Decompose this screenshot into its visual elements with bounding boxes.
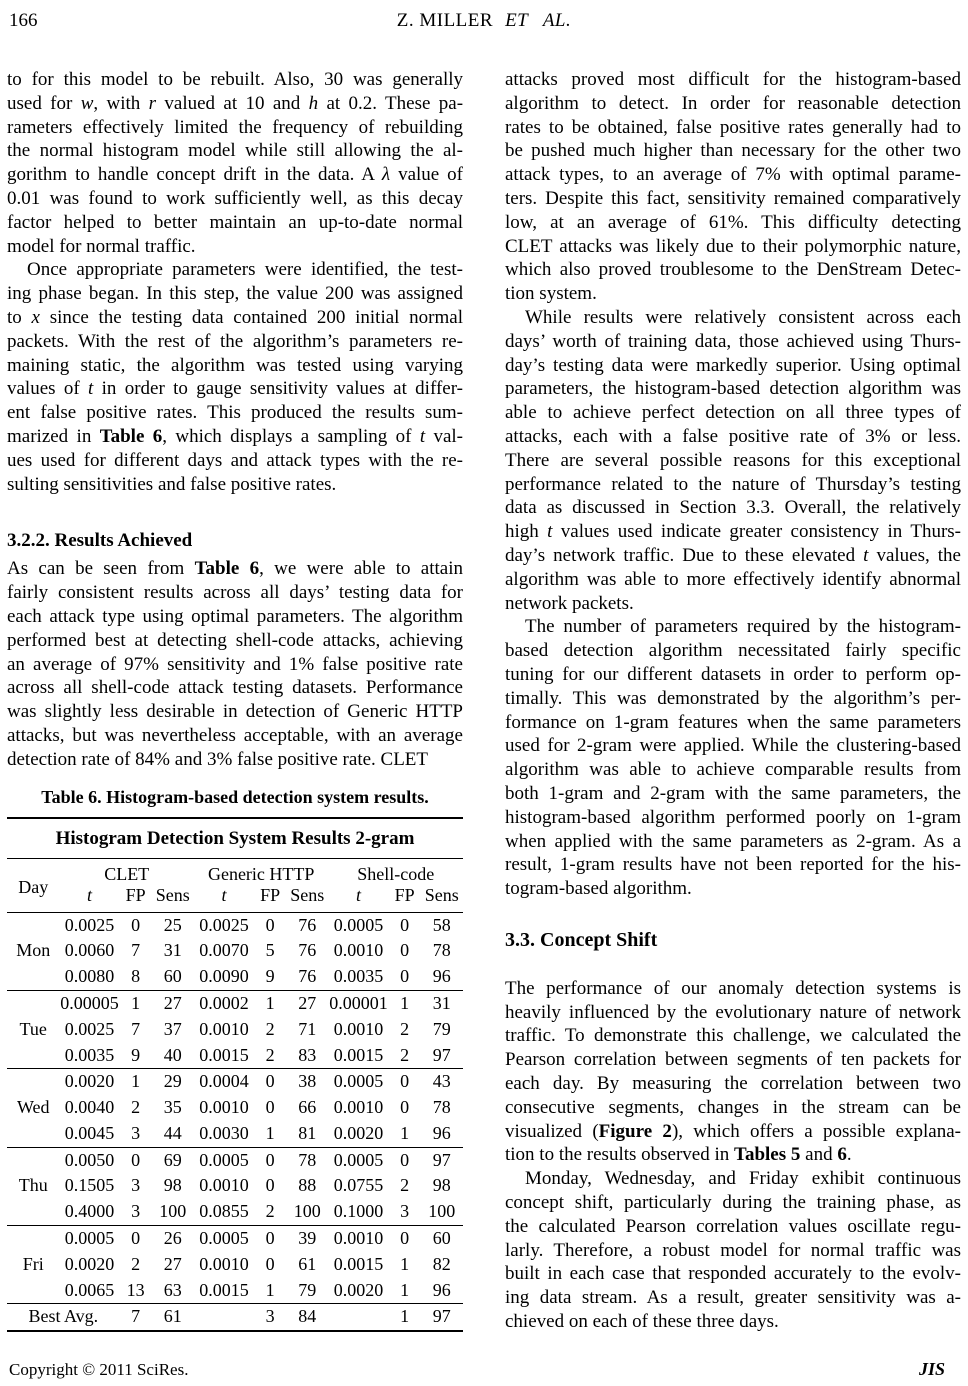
text-line: the normal histogram model while still allowing the al- — [7, 140, 463, 162]
text-line: sulting sensitivities and false positive rates. — [7, 473, 337, 495]
cell-value: 0.0025 — [194, 912, 254, 938]
cell-value: 1 — [400, 1122, 410, 1143]
table-row — [7, 1252, 463, 1278]
text-line: chieved on each of these three days. — [505, 1311, 779, 1333]
text-line: marized in Table 6, which displays a sampling of t val- — [7, 425, 463, 447]
cell-value: 100 — [293, 1201, 321, 1222]
text-line: performance related to the nature of Thursday’s testing — [505, 473, 961, 495]
cell-value: 0.0015 — [333, 1044, 384, 1065]
cell-value: 43 — [421, 1069, 463, 1095]
cell-value: 1 — [120, 1069, 152, 1095]
cell-day: Mon — [7, 912, 59, 990]
cell-value: 97 — [432, 1044, 451, 1065]
cell-value: 0 — [120, 1226, 152, 1252]
cell-value: 0.0005 — [59, 1226, 119, 1252]
cell-value: 35 — [163, 1097, 182, 1118]
text-line: ters. Despite this fact, sensitivity remained comparatively — [505, 187, 961, 209]
cell-value: 0 — [389, 1147, 421, 1173]
cell-value: 0.0020 — [333, 1279, 384, 1300]
cell-value: 0.0010 — [328, 1226, 388, 1252]
cell-value: 0.0010 — [199, 1018, 249, 1039]
text-line: formance on 1-gram features when the same parameters — [505, 711, 961, 733]
text-line: The performance of our anomaly detection systems is — [505, 977, 961, 999]
text-line: Monday, Wednesday, and Friday exhibit continuous — [525, 1168, 961, 1190]
text-line: consecutive segments, changes in the stream can be — [505, 1096, 961, 1118]
cell-value: 31 — [421, 990, 463, 1016]
text-line: day’s network traffic. Due to these elevated t values, the — [505, 544, 961, 566]
text-line: 0.01 was found to work sufficiently well, as this decay — [7, 187, 463, 209]
cell-value: 29 — [152, 1069, 194, 1095]
cell-best-avg-label: Best Avg. — [7, 1304, 120, 1331]
cell-value: 96 — [432, 1122, 451, 1143]
paragraph — [505, 615, 961, 901]
cell-value: 0.00005 — [59, 990, 119, 1016]
cell-value: 0.0010 — [199, 1097, 249, 1118]
cell-value: 0.0755 — [333, 1175, 384, 1196]
text-line: when applied with the same parameters as 2-gram. As a — [505, 830, 961, 852]
cell-value: 0.0070 — [199, 940, 249, 961]
col-header-sens: Sens — [152, 885, 194, 913]
text-line: low, at an average of 61%. This difficulty detecting — [505, 211, 961, 233]
text-line: result, 1-gram results have not been reported for the his- — [505, 854, 961, 876]
table-inner-title-row — [7, 818, 463, 859]
cell-value: 0.0080 — [64, 966, 115, 987]
table-group-header-row — [7, 858, 463, 885]
cell-value: 44 — [163, 1122, 182, 1143]
text-line: which also proved troublesome to the DenStream Detec- — [505, 259, 961, 281]
cell-value: 0.4000 — [64, 1201, 115, 1222]
table-row — [7, 1069, 463, 1095]
cell-value: 2 — [265, 1201, 275, 1222]
cell-value — [194, 1304, 254, 1331]
cell-day: Wed — [7, 1069, 59, 1147]
table-inner-title: Histogram Detection System Results 2-gram — [7, 818, 463, 859]
cell-value: 63 — [163, 1279, 182, 1300]
text-line: visualized (Figure 2), which offers a possible explana- — [505, 1120, 962, 1142]
text-line: tion system. — [505, 283, 597, 305]
text-line: attacks, each with a false positive rate of 3% or less. — [505, 425, 961, 447]
text-line: histogram-based algorithm performed poorly on 1-gram — [505, 806, 961, 828]
cell-value: 0.0010 — [199, 1175, 249, 1196]
cell-value: 60 — [163, 966, 182, 987]
cell-value: 96 — [432, 966, 451, 987]
cell-value: 0 — [254, 1226, 286, 1252]
cell-value: 61 — [152, 1304, 194, 1331]
text-line: used for w, with r valued at 10 and h at 0.2. These pa- — [7, 92, 464, 114]
text-line: values of t in order to gauge sensitivity values at differ- — [7, 378, 463, 400]
col-group-shell-code: Shell-code — [357, 863, 435, 884]
running-etal: ET AL. — [505, 10, 572, 31]
cell-value: 0.0050 — [59, 1147, 119, 1173]
cell-value — [328, 1304, 388, 1331]
col-header-fp: FP — [120, 885, 152, 913]
col-header-t: t — [59, 885, 119, 913]
cell-value: 76 — [298, 966, 317, 987]
text-line: concept shift, particularly during the training phase, as — [505, 1192, 961, 1214]
cell-value: 27 — [163, 1253, 182, 1274]
table-caption: Table 6. Histogram-based detection system results. — [41, 786, 429, 807]
running-head — [7, 10, 961, 32]
cell-value: 100 — [159, 1201, 187, 1222]
cell-value: 3 — [131, 1175, 141, 1196]
cell-value: 0.0065 — [64, 1279, 115, 1300]
cell-value: 79 — [432, 1018, 451, 1039]
cell-value: 8 — [131, 966, 141, 987]
col-group-generic-http: Generic HTTP — [207, 863, 315, 884]
text-line: model for normal traffic. — [7, 235, 196, 257]
cell-value: 97 — [421, 1304, 463, 1331]
running-author: Z. MILLER — [396, 10, 494, 31]
cell-value: 1 — [254, 990, 286, 1016]
cell-value: 1 — [400, 1279, 410, 1300]
paragraph — [505, 306, 961, 615]
cell-value: 38 — [286, 1069, 328, 1095]
table-row — [7, 1173, 463, 1199]
cell-value: 88 — [298, 1175, 317, 1196]
text-line: fairly consistent results across all days’ testing data for — [7, 582, 463, 604]
cell-value: 0 — [254, 1069, 286, 1095]
text-line: rameters effectively limited the frequency of rebuilding — [7, 116, 463, 138]
table-row — [7, 1121, 463, 1147]
cell-value: 1 — [265, 1279, 275, 1300]
table-row — [7, 1199, 463, 1225]
page-footer — [7, 1354, 961, 1380]
text-line: algorithm was able to achieve comparable results from — [505, 759, 961, 781]
cell-value: 7 — [131, 940, 141, 961]
text-line: timally. This was demonstrated by the algorithm’s per- — [505, 687, 961, 709]
paragraph — [7, 68, 463, 258]
left-column — [7, 68, 463, 1334]
cell-value: 0.0015 — [333, 1253, 384, 1274]
cell-value: 0.0010 — [333, 1097, 384, 1118]
cell-value: 0.0002 — [194, 990, 254, 1016]
cell-value: 2 — [265, 1044, 275, 1065]
cell-value: 0.0010 — [333, 1018, 384, 1039]
cell-value: 0.0855 — [199, 1201, 249, 1222]
table-body — [7, 912, 463, 1331]
table-row — [7, 938, 463, 964]
cell-value: 0 — [389, 912, 421, 938]
right-column — [505, 68, 961, 1334]
journal-abbreviation: JIS — [918, 1359, 945, 1379]
cell-value: 0.1000 — [333, 1201, 384, 1222]
cell-value: 81 — [298, 1122, 317, 1143]
cell-value: 96 — [432, 1279, 451, 1300]
cell-value: 0 — [400, 966, 410, 987]
cell-value: 0 — [120, 1147, 152, 1173]
cell-value: 27 — [152, 990, 194, 1016]
cell-value: 0 — [400, 1097, 410, 1118]
text-line: gorithm to handle concept drift in the data. A λ value of — [7, 164, 463, 186]
text-line: ent false positive rates. This produced the results sum- — [7, 402, 463, 424]
cell-value: 1 — [389, 1304, 421, 1331]
cell-value: 2 — [400, 1175, 410, 1196]
cell-value: 76 — [286, 912, 328, 938]
text-line: across all shell-code attack testing datasets. Performance — [7, 677, 463, 699]
table-row — [7, 1226, 463, 1252]
cell-value: 3 — [131, 1201, 141, 1222]
col-header-sens: Sens — [286, 885, 328, 913]
text-line: CLET attacks was likely due to their polymorphic nature, — [505, 235, 961, 257]
cell-value: 0.0025 — [64, 1018, 115, 1039]
cell-value: 9 — [131, 1044, 141, 1065]
text-line: data as discussed in Section 3.3. Overall, the relatively — [505, 497, 961, 519]
cell-value: 7 — [120, 1304, 152, 1331]
cell-value: 0.0005 — [328, 912, 388, 938]
cell-value: 0.0015 — [199, 1279, 249, 1300]
page-number: 166 — [9, 10, 38, 31]
text-line: tuning for our different datasets in order to perform op- — [505, 663, 961, 685]
cell-value: 0.0090 — [199, 966, 249, 987]
cell-value: 31 — [163, 940, 182, 961]
text-line: based detection algorithm necessitated fairly specific — [505, 640, 961, 662]
text-line: algorithm was able to more effectively identify abnormal — [505, 568, 961, 590]
cell-value: 0 — [389, 1226, 421, 1252]
cell-value: 0.1505 — [64, 1175, 115, 1196]
text-line: Once appropriate parameters were identified, the test- — [27, 259, 463, 281]
text-line: ing phase began. In this step, the value 200 was assigned — [7, 283, 463, 305]
results-table — [7, 817, 463, 1333]
text-line: built in each case that responded accurately to the evolv- — [505, 1263, 961, 1285]
col-group-clet: CLET — [104, 863, 150, 884]
cell-value: 0.0020 — [64, 1253, 115, 1274]
table-row — [7, 1095, 463, 1121]
paragraph — [505, 1167, 961, 1334]
cell-value: 0 — [265, 1253, 275, 1274]
text-line: rates to be obtained, false positive rates generally had to — [505, 116, 961, 138]
table-row-best-avg — [7, 1304, 463, 1331]
text-line: While results were relatively consistent across each — [525, 306, 961, 328]
text-line: an average of 97% sensitivity and 1% false positive rate — [7, 653, 463, 675]
cell-value: 0.0035 — [333, 966, 384, 987]
cell-value: 0 — [265, 1175, 275, 1196]
cell-value: 0.0020 — [59, 1069, 119, 1095]
text-line: algorithm to detect. In order for reasonable detection — [505, 92, 961, 114]
table-row — [7, 912, 463, 938]
text-line: be pushed much higher than necessary for the other two — [505, 140, 961, 162]
right-column-text — [505, 68, 961, 1334]
cell-value: 0.00001 — [328, 990, 388, 1016]
section-heading: 3.3. Concept Shift — [505, 928, 658, 951]
text-line: able to achieve perfect detection on all three types of — [505, 402, 961, 424]
text-line: the calculated Pearson correlation values oscillate regu- — [505, 1215, 961, 1237]
text-line: to for this model to be rebuilt. Also, 30 was generally — [7, 69, 463, 90]
cell-value: 40 — [163, 1044, 182, 1065]
cell-value: 82 — [432, 1253, 451, 1274]
cell-value: 97 — [421, 1147, 463, 1173]
cell-value: 0.0060 — [64, 940, 115, 961]
text-line: packets. With the rest of the algorithm’s parameters re- — [7, 330, 463, 352]
cell-value: 0.0005 — [328, 1147, 388, 1173]
section-heading: 3.2.2. Results Achieved — [7, 530, 193, 552]
text-line: days’ worth of training data, those achieved using Thurs- — [505, 330, 961, 352]
cell-value: 0 — [120, 912, 152, 938]
cell-value: 58 — [421, 912, 463, 938]
text-line: attack types, to an average of 7% with optimal parame- — [505, 164, 961, 186]
text-line: ing data stream. As a result, greater sensitivity was a- — [505, 1287, 961, 1309]
table-row — [7, 964, 463, 990]
cell-value: 5 — [265, 940, 275, 961]
cell-value: 2 — [400, 1044, 410, 1065]
col-header-day: Day — [7, 858, 59, 912]
cell-day: Tue — [7, 990, 59, 1068]
cell-value: 0.0035 — [64, 1044, 115, 1065]
cell-value: 0.0020 — [333, 1122, 384, 1143]
text-line: As can be seen from Table 6, we were able to attain — [7, 558, 464, 580]
paragraph — [505, 977, 961, 1167]
cell-value: 2 — [131, 1253, 141, 1274]
col-header-fp: FP — [389, 885, 421, 913]
cell-value: 0 — [254, 912, 286, 938]
cell-value: 37 — [163, 1018, 182, 1039]
cell-value: 0.0004 — [194, 1069, 254, 1095]
text-line: parameters, the histogram-based detection algorithm was — [505, 378, 961, 400]
cell-value: 0.0005 — [328, 1069, 388, 1095]
text-line: There are several possible reasons for this exceptional — [505, 449, 961, 471]
cell-value: 0.0005 — [194, 1226, 254, 1252]
cell-value: 69 — [152, 1147, 194, 1173]
paragraph — [7, 557, 463, 771]
cell-value: 0.0040 — [64, 1097, 115, 1118]
col-header-fp: FP — [254, 885, 286, 913]
cell-value: 84 — [286, 1304, 328, 1331]
two-column-body — [7, 68, 961, 1334]
cell-value: 0.0015 — [199, 1044, 249, 1065]
cell-value: 3 — [400, 1201, 410, 1222]
cell-value: 2 — [400, 1018, 410, 1039]
text-line: day’s testing data were markedly superior. Using optimal — [505, 354, 961, 376]
cell-value: 25 — [152, 912, 194, 938]
cell-value: 0 — [254, 1147, 286, 1173]
cell-value: 3 — [254, 1304, 286, 1331]
cell-value: 78 — [432, 940, 451, 961]
text-line: togram-based algorithm. — [505, 878, 692, 900]
cell-value: 0.0045 — [64, 1122, 115, 1143]
text-line: tion to the results observed in Tables 5 and 6. — [505, 1144, 852, 1166]
left-column-text — [7, 68, 463, 772]
cell-value: 0.0010 — [199, 1253, 249, 1274]
cell-value: 98 — [163, 1175, 182, 1196]
page-header — [7, 10, 961, 40]
cell-value: 0 — [389, 1069, 421, 1095]
text-line: traffic. To demonstrate this challenge, we calculated the — [505, 1025, 961, 1047]
text-line: heavily influenced by the evolutionary nature of network — [505, 1001, 961, 1023]
cell-value: 1 — [120, 990, 152, 1016]
cell-value: 3 — [131, 1122, 141, 1143]
cell-value: 26 — [152, 1226, 194, 1252]
col-header-sens: Sens — [421, 885, 463, 913]
cell-value: 39 — [286, 1226, 328, 1252]
text-line: used for 2-gram were applied. While the clustering-based — [505, 735, 961, 757]
table-subheader-row — [7, 885, 463, 913]
cell-value: 9 — [265, 966, 275, 987]
cell-value: 76 — [298, 940, 317, 961]
cell-value: 0 — [265, 1097, 275, 1118]
text-line: to x since the testing data contained 200 initial normal — [7, 306, 464, 328]
cell-value: 0.0010 — [333, 940, 384, 961]
copyright-notice: Copyright © 2011 SciRes. — [9, 1360, 189, 1379]
cell-value: 60 — [421, 1226, 463, 1252]
cell-value: 27 — [286, 990, 328, 1016]
text-line: ues used for different days and attack types with the re- — [7, 449, 463, 471]
cell-value: 100 — [428, 1201, 456, 1222]
text-line: performed best at detecting shell-code attacks, achieving — [7, 629, 463, 651]
text-line: both 1-gram and 2-gram with the same parameters, the — [505, 782, 961, 804]
cell-value: 1 — [265, 1122, 275, 1143]
text-line: each day. By measuring the correlation between two — [505, 1073, 961, 1095]
paragraph — [505, 68, 961, 306]
text-line: high t values used indicate greater consistency in Thurs- — [505, 521, 961, 543]
cell-value: 2 — [265, 1018, 275, 1039]
cell-value: 1 — [400, 1253, 410, 1274]
text-line: detection rate of 84% and 3% false positive rate. CLET — [7, 748, 429, 770]
cell-value: 79 — [298, 1279, 317, 1300]
cell-value: 66 — [298, 1097, 317, 1118]
col-header-t: t — [194, 885, 254, 913]
col-header-t: t — [328, 885, 388, 913]
table-row — [7, 1043, 463, 1069]
cell-value: 78 — [432, 1097, 451, 1118]
cell-value: 1 — [389, 990, 421, 1016]
cell-day: Thu — [7, 1147, 59, 1225]
text-line: factor helped to better maintain an up-to-date normal — [7, 211, 463, 233]
table-row — [7, 1278, 463, 1304]
text-line: Pearson correlation between segments of ten packets for — [505, 1049, 961, 1071]
paragraph — [7, 258, 463, 496]
cell-value: 2 — [131, 1097, 141, 1118]
table-row — [7, 1017, 463, 1043]
text-line: larly. Therefore, a robust model for normal traffic was — [505, 1239, 961, 1261]
cell-value: 61 — [298, 1253, 317, 1274]
cell-value: 7 — [131, 1018, 141, 1039]
text-line: was slightly less desirable in detection of Generic HTTP — [7, 701, 463, 723]
cell-value: 0.0025 — [59, 912, 119, 938]
table-row — [7, 1147, 463, 1173]
cell-value: 13 — [126, 1279, 145, 1300]
text-line: attacks, but was nevertheless acceptable, with an average — [7, 724, 463, 746]
text-line: maining static, the algorithm was tested using varying — [7, 354, 463, 376]
table-row — [7, 990, 463, 1016]
text-line: network packets. — [505, 592, 634, 614]
text-line: each attack type using optimal parameters. The algorithm — [7, 605, 463, 627]
cell-value: 78 — [286, 1147, 328, 1173]
cell-value: 98 — [432, 1175, 451, 1196]
text-line: attacks proved most difficult for the histogram-based — [505, 69, 961, 90]
cell-value: 71 — [298, 1018, 317, 1039]
cell-value: 83 — [298, 1044, 317, 1065]
cell-value: 0 — [400, 940, 410, 961]
cell-value: 0.0005 — [194, 1147, 254, 1173]
cell-day: Fri — [7, 1226, 59, 1304]
text-line: The number of parameters required by the histogram- — [525, 616, 961, 638]
cell-value: 0.0030 — [199, 1122, 249, 1143]
